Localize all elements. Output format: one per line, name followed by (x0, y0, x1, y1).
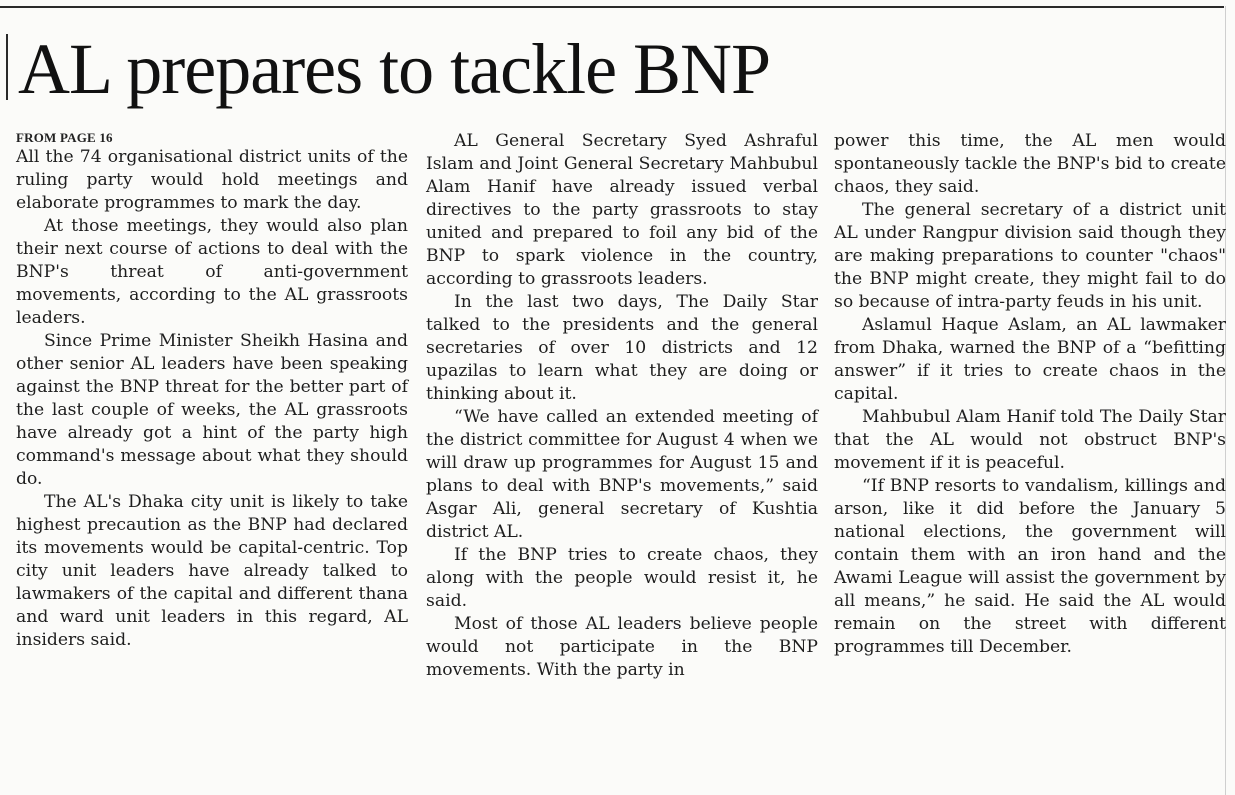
paragraph: At those meetings, they would also plan their next course of actions to deal with the BNP's threat of anti-government movements, according to the AL grassroots leaders. (16, 216, 408, 328)
article-column-2 (426, 130, 818, 682)
paragraph: Since Prime Minister Sheikh Hasina and other senior AL leaders have been speaking against the BNP threat for the better part of the last couple of weeks, the AL grassroots have already got a hint of the party high command's message about what they should do. (16, 331, 408, 489)
paragraph: The AL's Dhaka city unit is likely to take highest precaution as the BNP had declared its movements would be capital-centric. Top city unit leaders have already talked to lawmakers of the capital and different thana and ward unit leaders in this regard, AL insiders said. (16, 492, 408, 650)
paragraph: power this time, the AL men would spontaneously tackle the BNP's bid to create chaos, they said. (834, 131, 1226, 197)
paragraph: Most of those AL leaders believe people would not participate in the BNP movements. With the party in (426, 614, 818, 680)
paragraph: Mahbubul Alam Hanif told The Daily Star that the AL would not obstruct BNP's movement if it is peaceful. (834, 407, 1226, 473)
paragraph: If the BNP tries to create chaos, they along with the people would resist it, he said. (426, 545, 818, 611)
kicker-from-page: FROM PAGE 16 (16, 130, 113, 145)
article-column-3 (834, 130, 1226, 659)
paragraph: All the 74 organisational district units of the ruling party would hold meetings and elaborate programmes to mark the day. (16, 147, 408, 213)
paragraph: Aslamul Haque Aslam, an AL lawmaker from Dhaka, warned the BNP of a “befitting answer” if it tries to create chaos in the capital. (834, 315, 1226, 404)
paragraph: In the last two days, The Daily Star talked to the presidents and the general secretaries of over 10 districts and 12 upazilas to learn what they are doing or thinking about it. (426, 292, 818, 404)
paragraph: “We have called an extended meeting of the district committee for August 4 when we will draw up programmes for August 15 and plans to deal with BNP's movements,” said Asgar Ali, general secretary of Kushtia district AL. (426, 407, 818, 542)
top-rule (0, 6, 1224, 8)
paragraph: AL General Secretary Syed Ashraful Islam and Joint General Secretary Mahbubul Alam Hanif have already issued verbal directives to the party grassroots to stay united and prepared to foil any bid of the BNP to spark violence in the country, according to grassroots leaders. (426, 131, 818, 289)
paragraph: “If BNP resorts to vandalism, killings and arson, like it did before the January 5 national elections, the government will contain them with an iron hand and the Awami League will assist the government by all means,” he said. He said the AL would remain on the street with different programmes till December. (834, 476, 1226, 657)
headline-side-bar (6, 34, 8, 100)
headline: AL prepares to tackle BNP (18, 29, 771, 109)
article-column-1 (16, 130, 408, 652)
paragraph: The general secretary of a district unit AL under Rangpur division said though they are making preparations to counter "chaos" the BNP might create, they might fail to do so because of intra-party feuds in his unit. (834, 200, 1226, 312)
